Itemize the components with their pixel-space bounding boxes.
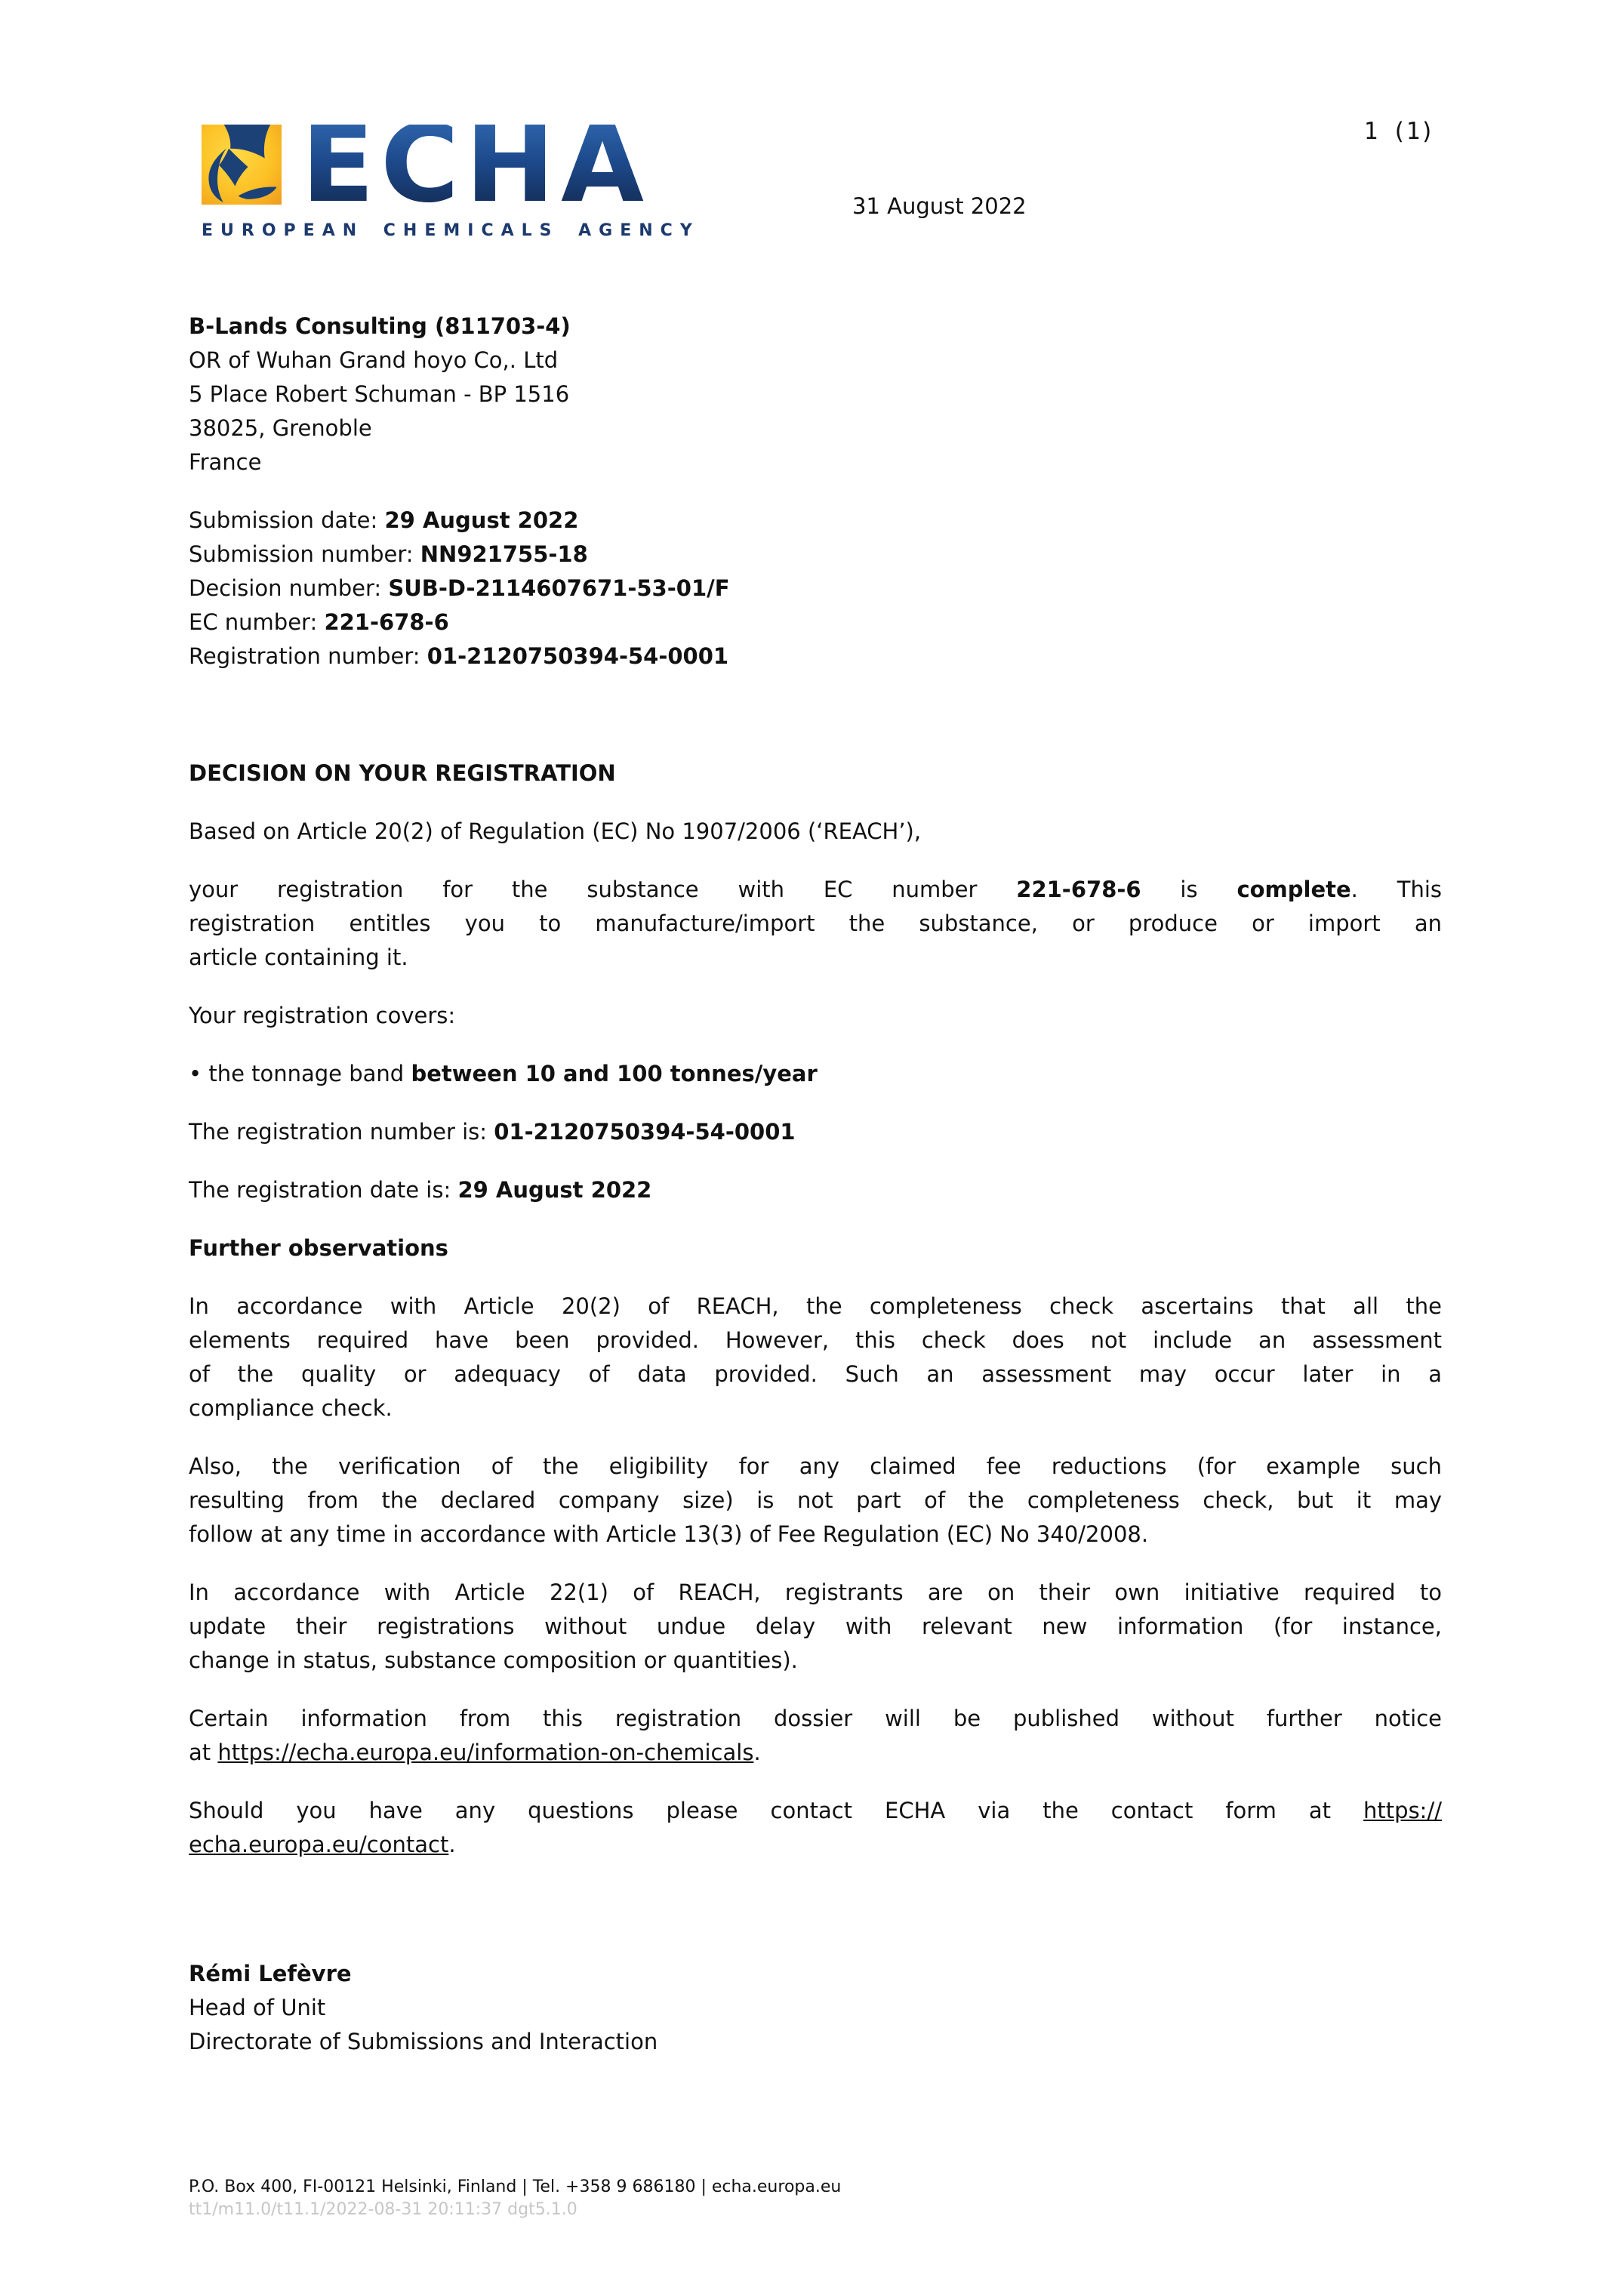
echa-logo-row <box>202 102 700 227</box>
text-run: Based on Article 20(2) of Regulation (EC) No 1907/2006 (‘REACH’), <box>189 818 922 844</box>
para-based-on-line-1 <box>189 815 1442 849</box>
signature-block-line-3 <box>189 2025 1442 2059</box>
para-fee-reductions-line-1 <box>189 1450 1442 1484</box>
para-registration-number-line-1 <box>189 1115 1442 1149</box>
text-run: In accordance with Article 22(1) of REACH, registrants are on their own initiative required to <box>189 1579 1442 1605</box>
para-completeness-check-line-3 <box>189 1358 1442 1391</box>
reference-block-line-1 <box>189 504 1442 538</box>
para-registration-complete-line-1 <box>189 873 1442 907</box>
signature-block-line-2 <box>189 1991 1442 2025</box>
text-run: The registration date is: <box>189 1177 458 1203</box>
echa-wordmark: ECHA <box>301 102 650 227</box>
signature-block <box>189 1957 1442 2059</box>
recipient-block-line-1 <box>189 310 1442 344</box>
further-observations-heading <box>189 1231 1442 1265</box>
para-registration-complete-line-2 <box>189 907 1442 941</box>
bullet-tonnage-band-line-1 <box>189 1057 1442 1091</box>
para-contact-line-2 <box>189 1828 1442 1862</box>
text-run: . <box>448 1832 456 1857</box>
para-update-obligation-line-1 <box>189 1576 1442 1610</box>
text-run: Submission number: <box>189 541 420 567</box>
para-publication-notice-line-2 <box>189 1736 1442 1770</box>
text-run: Directorate of Submissions and Interaction <box>189 2029 658 2054</box>
para-fee-reductions <box>189 1450 1442 1552</box>
text-run: update their registrations without undue delay with relevant new information (for instance, <box>189 1613 1442 1639</box>
text-run: resulting from the declared company size) is not part of the completeness check, but it may <box>189 1487 1442 1513</box>
decision-heading-line-1 <box>189 757 1442 791</box>
echa-subtitle: EUROPEAN CHEMICALS AGENCY <box>202 221 700 240</box>
contact-form-link-part1[interactable]: https:// <box>1363 1798 1442 1823</box>
bullet-tonnage-band <box>189 1057 1442 1091</box>
recipient-block-line-4 <box>189 411 1442 445</box>
para-completeness-check <box>189 1290 1442 1425</box>
para-registration-date <box>189 1173 1442 1207</box>
text-run: of the quality or adequacy of data provided. Such an assessment may occur later in a <box>189 1361 1442 1387</box>
para-fee-reductions-line-3 <box>189 1518 1442 1552</box>
letter-body <box>189 310 1442 2083</box>
para-completeness-check-line-1 <box>189 1290 1442 1324</box>
information-on-chemicals-link[interactable]: https://echa.europa.eu/information-on-chemicals <box>217 1740 754 1765</box>
contact-form-link-part2[interactable]: echa.europa.eu/contact <box>189 1832 449 1857</box>
para-completeness-check-line-2 <box>189 1324 1442 1358</box>
footer-document-id: tt1/m11.0/t11.1/2022-08-31 20:11:37 dgt5.1.0 <box>189 2200 577 2219</box>
para-contact-line-1 <box>189 1794 1442 1828</box>
para-publication-notice <box>189 1702 1442 1770</box>
text-run: The registration number is: <box>189 1119 494 1145</box>
text-run: EC number: <box>189 609 325 635</box>
text-run: . <box>753 1740 761 1765</box>
text-run: 221-678-6 <box>324 609 449 635</box>
reference-block-line-4 <box>189 606 1442 639</box>
para-registration-complete <box>189 873 1442 975</box>
text-run: Also, the verification of the eligibility for any claimed fee reductions (for example such <box>189 1453 1442 1479</box>
para-fee-reductions-line-2 <box>189 1484 1442 1518</box>
text-run: SUB-D-2114607671-53-01/F <box>388 575 730 601</box>
signature-block-line-1 <box>189 1957 1442 1991</box>
text-run: B-Lands Consulting (811703-4) <box>189 313 571 339</box>
text-run: 29 August 2022 <box>457 1177 652 1203</box>
text-run: Decision number: <box>189 575 389 601</box>
para-registration-date-line-1 <box>189 1173 1442 1207</box>
reference-block-line-2 <box>189 538 1442 572</box>
text-run: In accordance with Article 20(2) of REACH, the completeness check ascertains that all the <box>189 1293 1442 1319</box>
echa-logo <box>202 102 700 240</box>
para-registration-complete-line-3 <box>189 941 1442 975</box>
text-run: France <box>189 449 262 475</box>
text-run: elements required have been provided. However, this check does not include an assessment <box>189 1327 1442 1353</box>
text-run: NN921755-18 <box>420 541 588 567</box>
para-update-obligation-line-3 <box>189 1644 1442 1678</box>
recipient-block-line-5 <box>189 445 1442 479</box>
reference-block-line-3 <box>189 572 1442 606</box>
para-contact <box>189 1794 1442 1862</box>
document-date: 31 August 2022 <box>852 193 1027 219</box>
text-run: OR of Wuhan Grand hoyo Co,. Ltd <box>189 347 559 373</box>
text-run: compliance check. <box>189 1395 393 1421</box>
text-run: 38025, Grenoble <box>189 415 372 441</box>
text-run: Rémi Lefèvre <box>189 1961 352 1986</box>
para-registration-covers <box>189 999 1442 1033</box>
text-run: 29 August 2022 <box>384 507 579 533</box>
text-run: is <box>1141 877 1237 902</box>
text-run: 01-2120750394-54-0001 <box>427 643 729 669</box>
text-run: registration entitles you to manufacture/import the substance, or produce or import an <box>189 911 1442 936</box>
text-run: Submission date: <box>189 507 385 533</box>
text-run: your registration for the substance with EC number <box>189 877 1017 902</box>
text-run: Should you have any questions please contact ECHA via the contact form at <box>189 1798 1364 1823</box>
para-completeness-check-line-4 <box>189 1391 1442 1425</box>
text-run: Certain information from this registration dossier will be published without further notice <box>189 1706 1442 1731</box>
recipient-block <box>189 310 1442 479</box>
text-run: DECISION ON YOUR REGISTRATION <box>189 760 616 786</box>
para-update-obligation-line-2 <box>189 1610 1442 1644</box>
text-run: 5 Place Robert Schuman - BP 1516 <box>189 381 570 407</box>
text-run: • the tonnage band <box>189 1061 411 1086</box>
reference-block-line-5 <box>189 639 1442 673</box>
text-run: at <box>189 1740 218 1765</box>
reference-block <box>189 504 1442 673</box>
para-publication-notice-line-1 <box>189 1702 1442 1736</box>
page-footer <box>189 2176 1442 2221</box>
text-run: Your registration covers: <box>189 1003 456 1028</box>
text-run: follow at any time in accordance with Article 13(3) of Fee Regulation (EC) No 340/2008. <box>189 1521 1149 1547</box>
text-run: . This <box>1350 877 1442 902</box>
text-run: 221-678-6 <box>1016 877 1141 902</box>
text-run: Head of Unit <box>189 1995 326 2020</box>
text-run: Further observations <box>189 1235 448 1261</box>
echa-star-icon <box>202 125 282 205</box>
para-registration-number <box>189 1115 1442 1149</box>
recipient-block-line-3 <box>189 378 1442 411</box>
decision-heading <box>189 757 1442 791</box>
recipient-block-line-2 <box>189 344 1442 378</box>
text-run: complete <box>1236 877 1351 902</box>
text-run: article containing it. <box>189 945 408 970</box>
page-number: 1 (1) <box>1363 118 1434 145</box>
text-run: change in status, substance composition or quantities). <box>189 1647 798 1673</box>
text-run: 01-2120750394-54-0001 <box>494 1119 796 1145</box>
text-run: Registration number: <box>189 643 427 669</box>
footer-contact-line: P.O. Box 400, FI-00121 Helsinki, Finland | Tel. +358 9 686180 | echa.europa.eu <box>189 2177 842 2196</box>
para-based-on <box>189 815 1442 849</box>
para-registration-covers-line-1 <box>189 999 1442 1033</box>
para-update-obligation <box>189 1576 1442 1678</box>
further-observations-heading-line-1 <box>189 1231 1442 1265</box>
text-run: between 10 and 100 tonnes/year <box>411 1061 818 1086</box>
